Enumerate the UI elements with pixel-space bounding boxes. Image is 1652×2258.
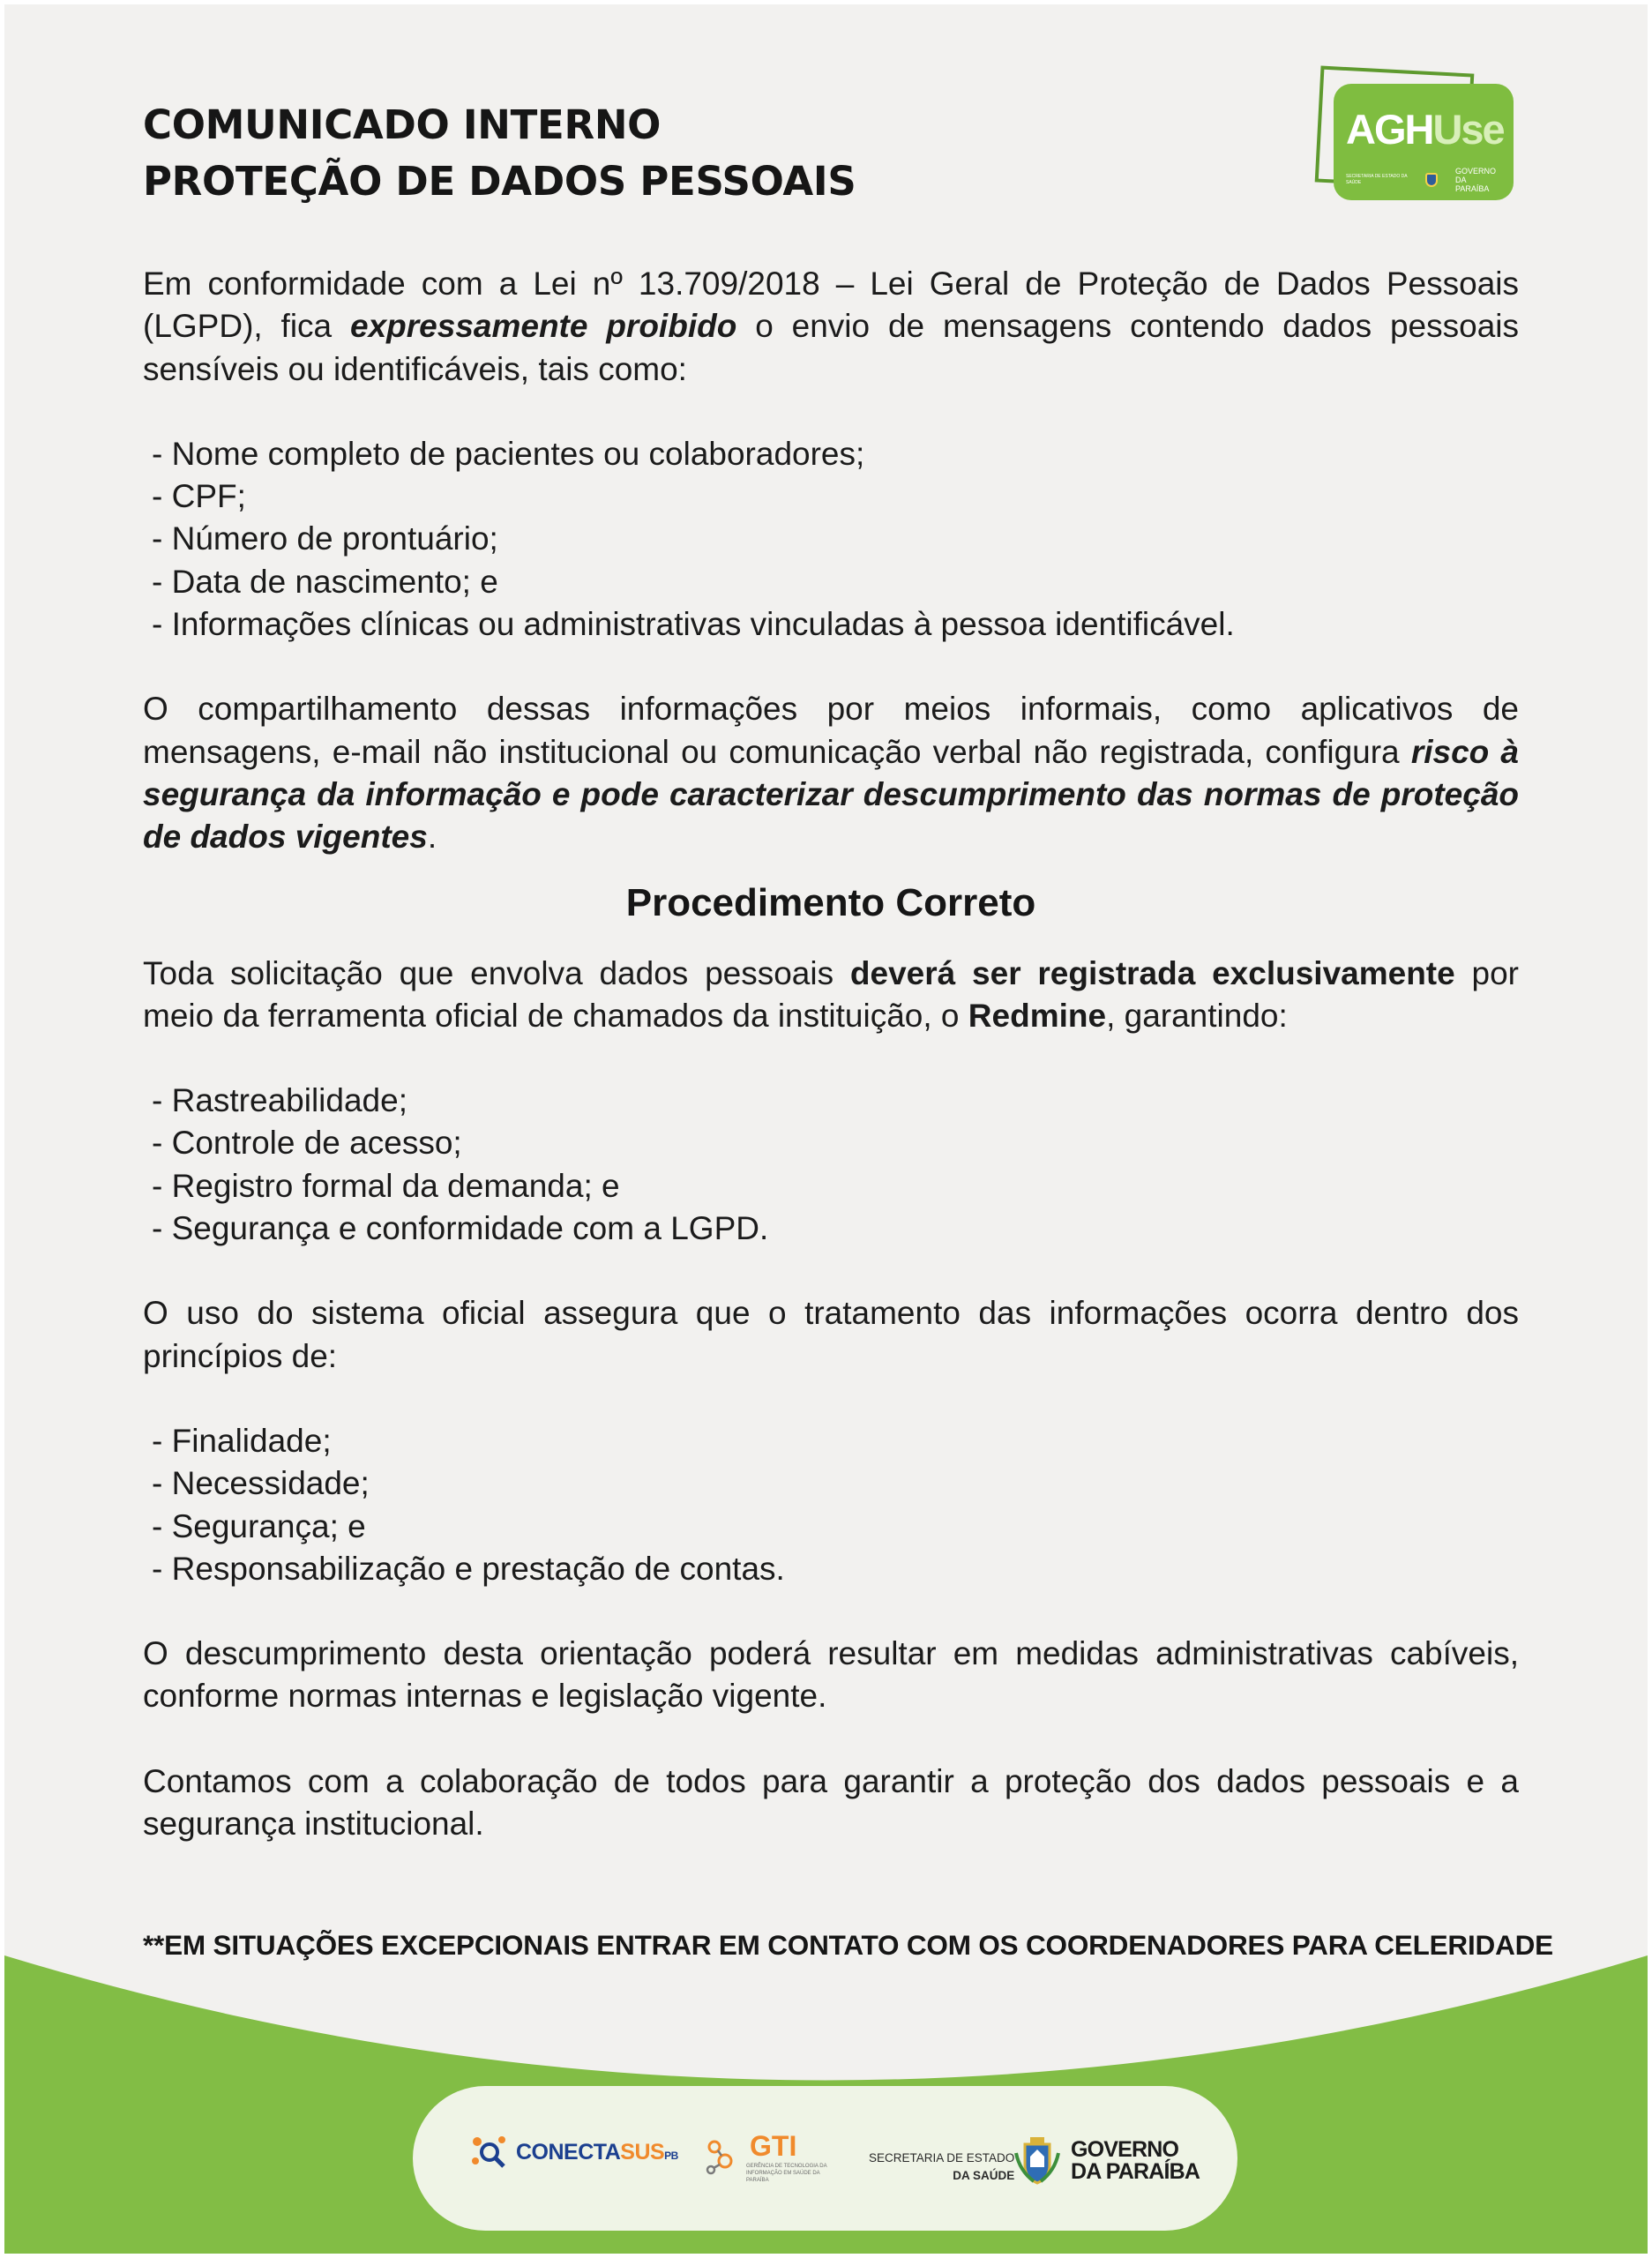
list-item: - Nome completo de pacientes ou colaboradores; [152,435,865,472]
sensitive-data-list [143,433,1519,646]
gti-logo: GTI GERÊNCIA DE TECNOLOGIA DA INFORMAÇÃO EM SAÚDE DA PARAÍBA [706,2130,843,2184]
logo-wordmark: AGHUse [1346,106,1504,153]
list-item: - Necessidade; [152,1465,370,1502]
list-item: - Segurança e conformidade com a LGPD. [152,1210,769,1247]
section-heading: Procedimento Correto [625,880,1036,924]
list-item: - Controle de acesso; [152,1125,462,1162]
list-item: - Responsabilização e prestação de contas. [152,1550,785,1587]
principles-list [143,1420,1519,1590]
aghuse-logo [1311,64,1519,207]
network-nodes-icon [472,2135,509,2170]
paragraph-penalty: O descumprimento desta orientação poderá resultar em medidas administrativas cabíveis, conforme normas internas e legislação vigente. [143,1635,1519,1715]
list-item: - Rastreabilidade; [152,1082,407,1119]
coat-of-arms-icon [1013,2135,1062,2187]
paragraph-procedure: Toda solicitação que envolva dados pessoais deverá ser registrada exclusivamente por meio da ferramenta oficial de chamados da instituição, o Redmine, garantindo: [143,954,1519,1034]
title-line-2: PROTEÇÃO DE DADOS PESSOAIS [143,158,856,205]
page-title [143,97,856,210]
title-line-1: COMUNICADO INTERNO [143,101,662,148]
logo-subtitle: SECRETARIA DE ESTADO DA SAÚDE GOVERNO DA PARAÍBA [1346,167,1497,193]
list-item: - Segurança; e [152,1507,366,1544]
gti-network-icon [706,2138,743,2177]
list-item: - Informações clínicas ou administrativas vinculadas à pessoa identificável. [152,606,1235,643]
list-item: - CPF; [152,478,246,515]
exception-notice: **EM SITUAÇÕES EXCEPCIONAIS ENTRAR EM CONTATO COM OS COORDENADORES PARA CELERIDADE [143,1929,1553,1961]
list-item: - Data de nascimento; e [152,563,498,600]
list-item: - Finalidade; [152,1422,332,1459]
paragraph-intro: Em conformidade com a Lei nº 13.709/2018 – Lei Geral de Proteção de Dados Pessoais (LGPD), fica expressamente proibido o envio de mensagens contendo dados pessoais sensíveis ou identificáveis, tais como: [143,265,1519,387]
secretaria-saude-label: SECRETARIA DE ESTADO DA SAÚDE [869,2151,1015,2182]
governo-paraiba-logo: GOVERNO DA PARAÍBA [1013,2135,1200,2187]
paragraph-risk: O compartilhamento dessas informações por meios informais, como aplicativos de mensagens, e-mail não institucional ou comunicação verbal não registrada, configura risco à segurança da informação e pode caracterizar descumprimento das normas de proteção de dados vigentes. [143,691,1519,856]
memo-body [143,263,1519,1845]
page [4,4,1648,2254]
list-item: - Número de prontuário; [152,520,498,557]
paragraph-principles: O uso do sistema oficial assegura que o tratamento das informações ocorra dentro dos princípios de: [143,1295,1519,1374]
guarantees-list [143,1080,1519,1250]
coat-of-arms-icon [1425,173,1438,187]
list-item: - Registro formal da demanda; e [152,1167,620,1204]
paragraph-closing: Contamos com a colaboração de todos para garantir a proteção dos dados pessoais e a segurança institucional. [143,1762,1519,1843]
conectasus-logo: CONECTASUSPB [472,2135,678,2170]
